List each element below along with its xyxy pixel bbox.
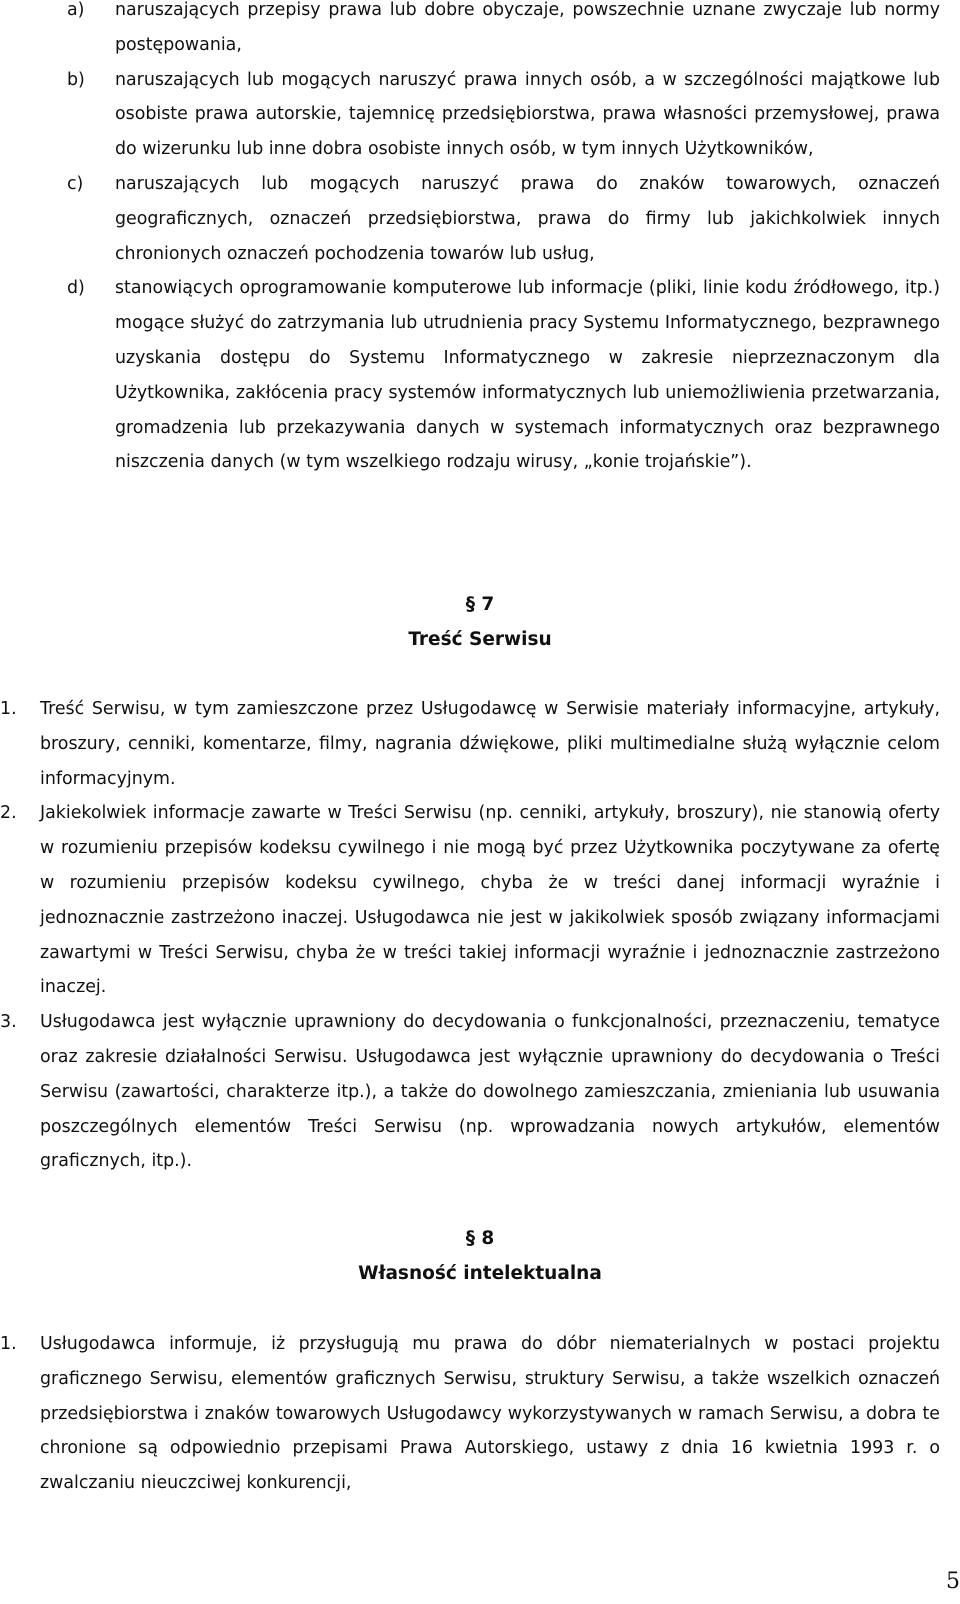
list-item [0, 167, 940, 271]
numbered-list [0, 692, 940, 1179]
list-marker: d) [67, 278, 85, 299]
list-item [0, 271, 940, 480]
list-item-text: Usługodawca informuje, iż przysługują mu prawa do dóbr niematerialnych w postaci projektu graficznego Serwisu, elementów graficznych Serwisu, struktury Serwisu, a także wszelkich oznaczeń przedsiębiorstwa i znaków towarowych Usługodawcy wykorzystywanych w ramach Serwisu, a dobra te chronione są odpowiednio przepisami Prawa Autorskiego, ustawy z dnia 16 kwietnia 1993 r. o zwalczaniu nieuczciwej konkurencji, [40, 1334, 940, 1494]
letter-list [0, 0, 940, 480]
list-marker: 1. [0, 699, 17, 719]
list-item-text: Jakiekolwiek informacje zawarte w Treści Serwisu (np. cenniki, artykuły, broszury), nie stanowią oferty w rozumieniu przepisów kodeksu cywilnego i nie mogą być przez Użytkownika poczytywane za ofertę w rozumieniu przepisów kodeksu cywilnego, chyba że w treści danej informacji wyraźnie i jednoznacznie zastrzeżono inaczej. Usługodawca nie jest w jakikolwiek sposób związany informacjami zawartymi w Treści Serwisu, chyba że w treści takiej informacji wyraźnie i jednoznacznie zastrzeżono inaczej. [40, 803, 940, 998]
list-marker: 1. [0, 1334, 17, 1354]
list-marker: a) [67, 0, 85, 20]
list-marker: b) [67, 69, 85, 90]
list-item-text: stanowiących oprogramowanie komputerowe lub informacje (pliki, linie kodu źródłowego, itp.) mogące służyć do zatrzymania lub utrudnienia pracy Systemu Informatycznego, bezprawnego uzyskania dostępu do Systemu Informatycznego w zakresie nieprzeznaczonym dla Użytkownika, zakłócenia pracy systemów informatycznych lub uniemożliwienia przetwarzania, gromadzenia lub przekazywania danych w systemach informatycznych oraz bezprawnego niszczenia danych (w tym wszelkiego rodzaju wirusy, „konie trojańskie”). [115, 278, 940, 473]
list-item [0, 692, 940, 796]
list-item [0, 63, 940, 167]
page-number: 5 [946, 1569, 960, 1594]
list-marker: 3. [0, 1012, 17, 1033]
list-item-text: Usługodawca jest wyłącznie uprawniony do decydowania o funkcjonalności, przeznaczeniu, tematyce oraz zakresie działalności Serwisu. Usługodawca jest wyłącznie uprawniony do decydowania o Treści Serwisu (zawartości, charakterze itp.), a także do dowolnego zamieszczania, zmieniania lub usuwania poszczególnych elementów Treści Serwisu (np. wprowadzania nowych artykułów, elementów graficznych, itp.). [40, 1012, 940, 1172]
section-title: Treść Serwisu [408, 629, 552, 650]
list-item [0, 1005, 940, 1179]
list-item-text: naruszających lub mogących naruszyć prawa innych osób, a w szczególności majątkowe lub osobiste prawa autorskie, tajemnicę przedsiębiorstwa, prawa własności przemysłowej, prawa do wizerunku lub inne dobra osobiste innych osób, w tym innych Użytkowników, [115, 69, 940, 160]
list-item [0, 1327, 940, 1501]
section-title: Własność intelektualna [358, 1263, 602, 1284]
list-item [0, 796, 940, 1005]
list-item-text: naruszających lub mogących naruszyć prawa do znaków towarowych, oznaczeń geograficznych, oznaczeń przedsiębiorstwa, prawa do firmy lub jakichkolwiek innych chronionych oznaczeń pochodzenia towarów lub usług, [115, 173, 940, 264]
numbered-list [0, 1327, 940, 1501]
list-item-text: Treść Serwisu, w tym zamieszczone przez Usługodawcę w Serwisie materiały informacyjne, artykuły, broszury, cenniki, komentarze, filmy, nagrania dźwiękowe, pliki multimedialne służą wyłącznie celom informacyjnym. [40, 699, 940, 789]
list-marker: c) [67, 173, 84, 194]
section-number: § 7 [465, 594, 495, 615]
list-item-text: naruszających przepisy prawa lub dobre obyczaje, powszechnie uznane zwyczaje lub normy postępowania, [115, 0, 940, 55]
list-marker: 2. [0, 803, 17, 824]
section-number: § 8 [465, 1228, 495, 1249]
list-item [0, 0, 940, 63]
